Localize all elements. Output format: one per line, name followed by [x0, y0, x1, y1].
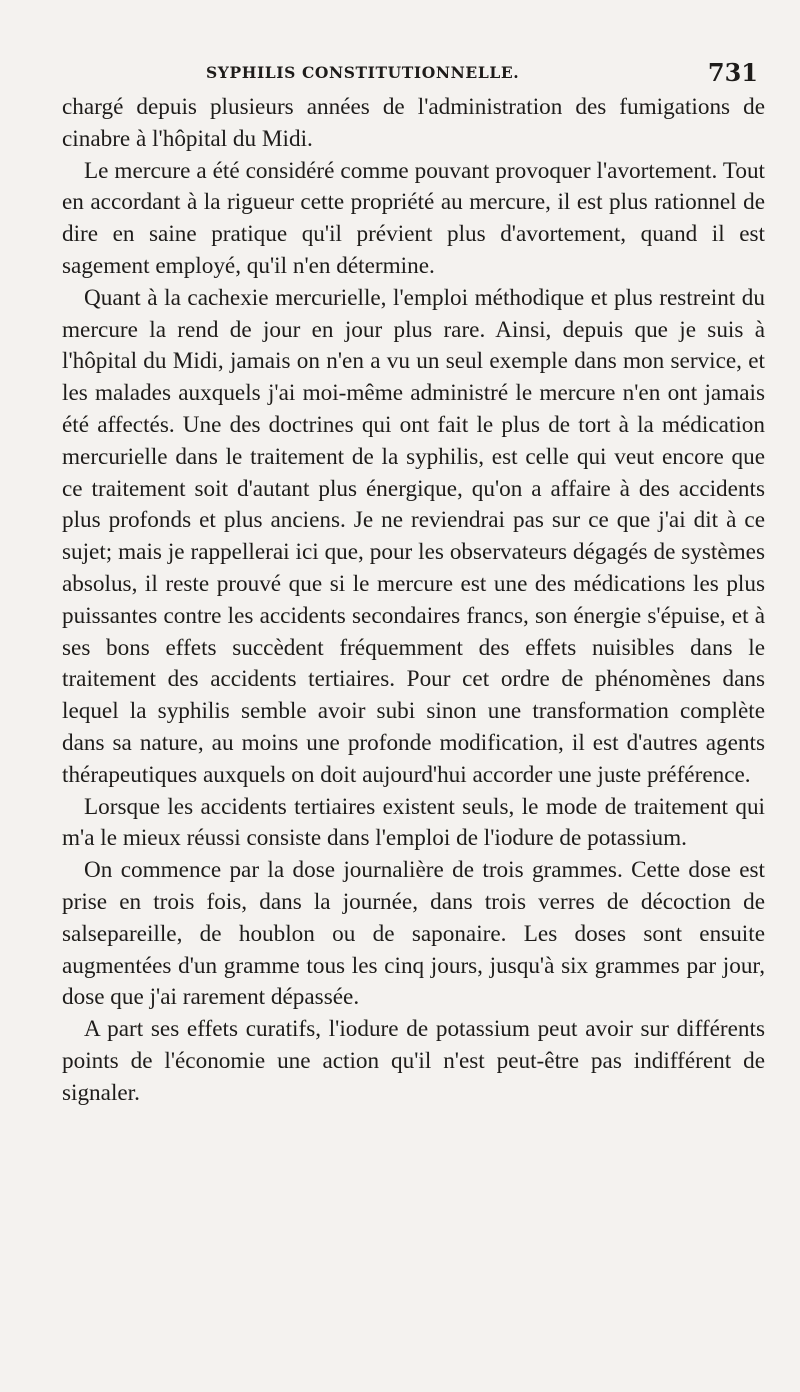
running-title: SYPHILIS CONSTITUTIONNELLE. [206, 63, 520, 82]
page-header [62, 58, 762, 90]
paragraph-continuation: chargé depuis plusieurs années de l'administration des fumigations de cinabre à l'hôpital du Midi. [62, 94, 765, 152]
paragraph-accidents-tertiaires: Lorsque les accidents tertiaires existent seuls, le mode de traitement qui m'a le mieux réussi consiste dans l'emploi de l'iodure de potassium. [62, 793, 765, 852]
paragraph-effets: A part ses effets curatifs, l'iodure de potassium peut avoir sur différents points de l'économie une action qu'il n'est peut-être pas indifférent de signaler. [62, 1016, 765, 1106]
page-number: 731 [707, 58, 758, 87]
body-text [62, 92, 765, 1110]
paragraph-dose: On commence par la dose journalière de trois grammes. Cette dose est prise en trois fois, dans la journée, dans trois verres de décoction de salsepareille, de houblon ou de saponaire. Les doses sont ensuite augmentées d'un gramme tous les cinq jours, jusqu'à six grammes par jour, dose que j'ai rarement dépassée. [62, 857, 765, 1011]
paragraph-avortement: Le mercure a été considéré comme pouvant provoquer l'avortement. Tout en accordant à la rigueur cette propriété au mercure, il est plus rationnel de dire en saine pratique qu'il prévient plus d'avortement, quand il est sagement employé, qu'il n'en détermine. [62, 157, 765, 279]
paragraph-cachexie: Quant à la cachexie mercurielle, l'emploi méthodique et plus restreint du mercure la rend de jour en jour plus rare. Ainsi, depuis que je suis à l'hôpital du Midi, jamais on n'en a vu un seul exemple dans mon service, et les malades auxquels j'ai moi-même administré le mercure n'en ont jamais été affectés. Une des doctrines qui ont fait le plus de tort à la médication mercurielle dans le traitement de la syphilis, est celle qui veut encore que ce traitement soit d'autant plus énergique, qu'on a affaire à des accidents plus profonds et plus anciens. Je ne reviendrai pas sur ce que j'ai dit à ce sujet; mais je rappellerai ici que, pour les observateurs dégagés de systèmes absolus, il reste prouvé que si le mercure est une des médications les plus puissantes contre les accidents secondaires francs, son énergie s'épuise, et à ses bons effets succèdent fréquemment des effets nuisibles dans le traitement des accidents tertiaires. Pour cet ordre de phénomènes dans lequel la syphilis semble avoir subi sinon une transformation complète dans sa nature, au moins une profonde modification, il est d'autres agents thérapeutiques auxquels on doit aujourd'hui accorder une juste préférence. [62, 284, 765, 788]
